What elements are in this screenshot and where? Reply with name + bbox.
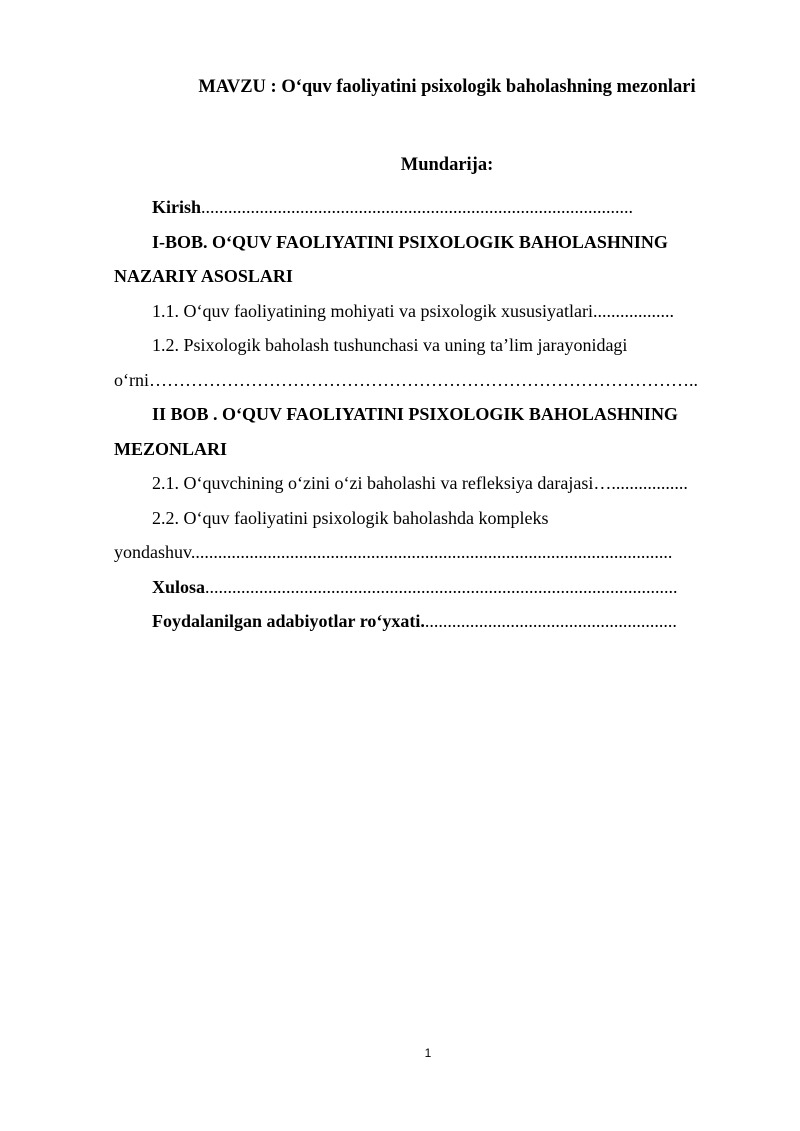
toc-entry-leader: ................................................................................................ [201, 197, 634, 217]
document-title: MAVZU : O‘quv faoliyatini psixologik baholashning mezonlari [198, 77, 696, 97]
toc-entry-label: 1.2. Psixologik baholash tushunchasi va uning ta’lim jarayonidagi o‘rni [114, 335, 628, 390]
toc-entry-1-1 [114, 294, 708, 329]
toc-entry-leader: ……………………………………………………………………………….. [149, 369, 698, 390]
toc-entry-kirish [114, 190, 708, 225]
toc-entry-label: II BOB . O‘QUV FAOLIYATINI PSIXOLOGIK BAHOLASHNING MEZONLARI [114, 404, 678, 459]
toc-entry-1-2 [114, 328, 708, 397]
toc-entry-label: Kirish [152, 197, 202, 217]
toc-entry-2-2 [114, 501, 708, 570]
toc-entry-label: Xulosa [152, 576, 206, 597]
toc-entry-leader: ......................................................................................................... [205, 576, 678, 597]
toc-entry-label: 2.2. O‘quv faoliyatini psixologik baholashda kompleks yondashuv [114, 507, 549, 562]
toc-entry-label: 2.1. O‘quvchining o‘zini o‘zi baholashi va refleksiya darajasi [152, 473, 594, 493]
page-number: 1 [424, 1046, 432, 1060]
toc-entry-chapter-1 [114, 225, 708, 294]
toc-entry-leader: …................. [593, 473, 688, 493]
toc-entry-label: I-BOB. O‘QUV FAOLIYATINI PSIXOLOGIK BAHOLASHNING NAZARIY ASOSLARI [114, 231, 668, 286]
toc-heading: Mundarija: [400, 155, 494, 175]
toc-entry-chapter-2 [114, 397, 708, 466]
toc-entry-label: Foydalanilgan adabiyotlar ro‘yxati. [152, 611, 425, 631]
toc-entry-label: 1.1. O‘quv faoliyatining mohiyati va psixologik xususiyatlari [152, 300, 593, 321]
toc-entry-leader: ........................................................................................................... [190, 542, 673, 562]
toc-entry-xulosa [114, 570, 708, 605]
toc-entry-leader: ........................................................ [424, 611, 677, 631]
toc-entry-2-1 [114, 466, 708, 501]
toc-entry-references [114, 604, 708, 639]
toc-entry-leader: .................. [592, 300, 674, 321]
table-of-contents [114, 190, 708, 639]
